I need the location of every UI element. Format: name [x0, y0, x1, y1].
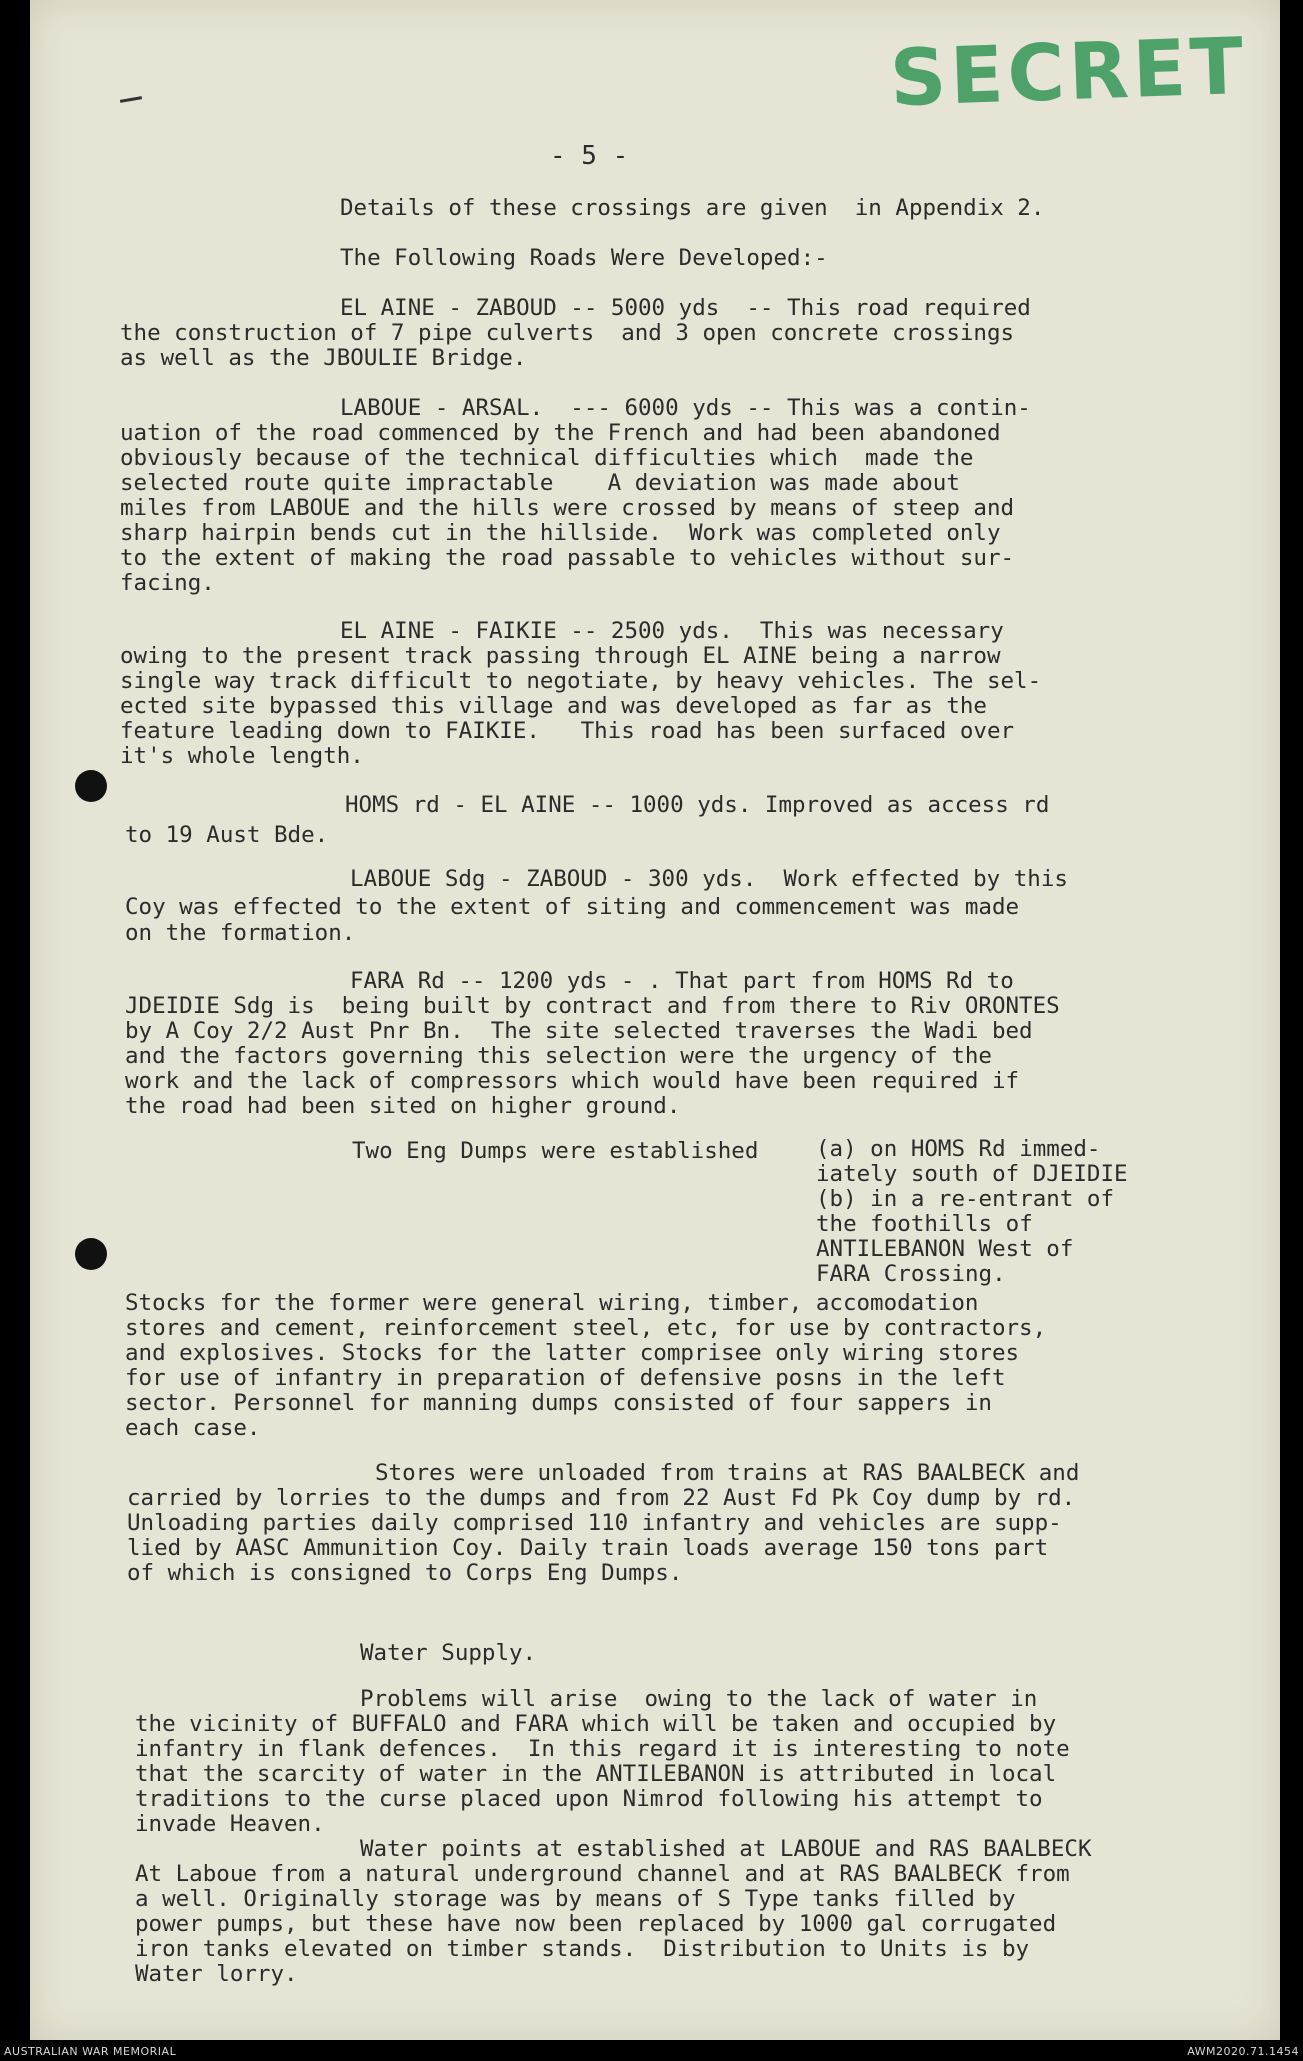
eng-dumps-item-1: iately south of DJEIDIE [816, 1161, 1128, 1187]
stocks-line-0: Stocks for the former were general wiring, timber, accomodation [125, 1290, 979, 1316]
stocks-line-4: sector. Personnel for manning dumps consisted of four sappers in [125, 1390, 992, 1416]
eng-dumps-item-5: FARA Crossing. [816, 1261, 1006, 1287]
laboue-arsal-line-5: sharp hairpin bends cut in the hillside. Work was completed only [120, 520, 1001, 546]
laboue-sdg-line-2: on the formation. [125, 920, 356, 946]
stores-line-1: carried by lorries to the dumps and from 22 Aust Fd Pk Coy dump by rd. [127, 1485, 1076, 1511]
el-aine-faikie-line-4: feature leading down to FAIKIE. This road has been surfaced over [120, 718, 1015, 744]
water-problems-line-0: Problems will arise owing to the lack of water in [360, 1686, 1038, 1712]
document-page [30, 0, 1280, 2040]
water-points-line-2: a well. Originally storage was by means of S Type tanks filled by [135, 1886, 1016, 1912]
water-points-line-0: Water points at established at LABOUE and RAS BAALBECK [360, 1836, 1092, 1862]
fara-rd-line-5: the road had been sited on higher ground. [125, 1093, 681, 1119]
homs-el-aine-line-0: HOMS rd - EL AINE -- 1000 yds. Improved as access rd [345, 792, 1050, 818]
eng-dumps-item-0: (a) on HOMS Rd immed- [816, 1136, 1101, 1162]
water-problems-line-4: traditions to the curse placed upon Nimrod following his attempt to [135, 1786, 1043, 1812]
el-aine-faikie-line-2: single way track difficult to negotiate, by heavy vehicles. The sel- [120, 668, 1042, 694]
footer-left: AUSTRALIAN WAR MEMORIAL [4, 2045, 177, 2058]
fara-rd-line-0: FARA Rd -- 1200 yds - . That part from HOMS Rd to [350, 968, 1014, 994]
secret-stamp: SECRET [888, 21, 1249, 125]
laboue-arsal-line-1: uation of the road commenced by the French and had been abandoned [120, 420, 1001, 446]
el-aine-faikie-line-3: ected site bypassed this village and was developed as far as the [120, 693, 987, 719]
crossings-line-0: Details of these crossings are given in Appendix 2. [340, 195, 1045, 221]
el-aine-zaboud-line-1: the construction of 7 pipe culverts and 3 open concrete crossings [120, 320, 1015, 346]
laboue-arsal-line-2: obviously because of the technical difficulties which made the [120, 445, 974, 471]
stores-line-3: lied by AASC Ammunition Coy. Daily train loads average 150 tons part [127, 1535, 1049, 1561]
stores-line-2: Unloading parties daily comprised 110 infantry and vehicles are supp- [127, 1510, 1062, 1536]
eng-dumps-item-3: the foothills of [816, 1211, 1033, 1237]
water-problems-line-5: invade Heaven. [135, 1811, 325, 1837]
water-problems-line-3: that the scarcity of water in the ANTILEBANON is attributed in local [135, 1761, 1057, 1787]
stores-line-0: Stores were unloaded from trains at RAS BAALBECK and [375, 1460, 1080, 1486]
pencil-mark [120, 96, 142, 103]
water-points-line-1: At Laboue from a natural underground channel and at RAS BAALBECK from [135, 1861, 1070, 1887]
eng-dumps-lead: Two Eng Dumps were established [352, 1138, 759, 1164]
stocks-line-2: and explosives. Stocks for the latter comprisee only wiring stores [125, 1340, 1020, 1366]
homs-el-aine-line-1: to 19 Aust Bde. [125, 822, 329, 848]
stocks-line-1: stores and cement, reinforcement steel, etc, for use by contractors, [125, 1315, 1047, 1341]
el-aine-zaboud-line-2: as well as the JBOULIE Bridge. [120, 345, 527, 371]
water-points-line-5: Water lorry. [135, 1961, 298, 1987]
el-aine-zaboud-line-0: EL AINE - ZABOUD -- 5000 yds -- This road required [340, 295, 1031, 321]
punch-hole-top [75, 770, 107, 802]
stocks-line-3: for use of infantry in preparation of defensive posns in the left [125, 1365, 1006, 1391]
laboue-arsal-line-7: facing. [120, 570, 215, 596]
laboue-arsal-line-4: miles from LABOUE and the hills were crossed by means of steep and [120, 495, 1015, 521]
stocks-line-5: each case. [125, 1415, 261, 1441]
eng-dumps-item-2: (b) in a re-entrant of [816, 1186, 1115, 1212]
water-points-line-4: iron tanks elevated on timber stands. Distribution to Units is by [135, 1936, 1030, 1962]
el-aine-faikie-line-0: EL AINE - FAIKIE -- 2500 yds. This was necessary [340, 618, 1004, 644]
water-supply-heading: Water Supply. [360, 1640, 537, 1666]
roads-heading: The Following Roads Were Developed:- [340, 245, 828, 271]
laboue-sdg-line-0: LABOUE Sdg - ZABOUD - 300 yds. Work effected by this [350, 866, 1068, 892]
fara-rd-line-2: by A Coy 2/2 Aust Pnr Bn. The site selected traverses the Wadi bed [125, 1018, 1033, 1044]
footer-right: AWM2020.71.1454 [1187, 2045, 1299, 2058]
eng-dumps-item-4: ANTILEBANON West of [816, 1236, 1074, 1262]
laboue-arsal-line-3: selected route quite impractable A deviation was made about [120, 470, 960, 496]
water-problems-line-1: the vicinity of BUFFALO and FARA which will be taken and occupied by [135, 1711, 1057, 1737]
punch-hole-bottom [75, 1238, 107, 1270]
water-problems-line-2: infantry in flank defences. In this regard it is interesting to note [135, 1736, 1070, 1762]
el-aine-faikie-line-5: it's whole length. [120, 743, 364, 769]
fara-rd-line-1: JDEIDIE Sdg is being built by contract and from there to Riv ORONTES [125, 993, 1060, 1019]
laboue-arsal-line-0: LABOUE - ARSAL. --- 6000 yds -- This was a contin- [340, 395, 1031, 421]
el-aine-faikie-line-1: owing to the present track passing through EL AINE being a narrow [120, 643, 1001, 669]
water-points-line-3: power pumps, but these have now been replaced by 1000 gal corrugated [135, 1911, 1057, 1937]
fara-rd-line-3: and the factors governing this selection were the urgency of the [125, 1043, 992, 1069]
laboue-arsal-line-6: to the extent of making the road passable to vehicles without sur- [120, 545, 1015, 571]
stores-line-4: of which is consigned to Corps Eng Dumps. [127, 1560, 683, 1586]
page-number: - 5 - [550, 141, 629, 171]
laboue-sdg-line-1: Coy was effected to the extent of siting and commencement was made [125, 894, 1020, 920]
fara-rd-line-4: work and the lack of compressors which would have been required if [125, 1068, 1020, 1094]
